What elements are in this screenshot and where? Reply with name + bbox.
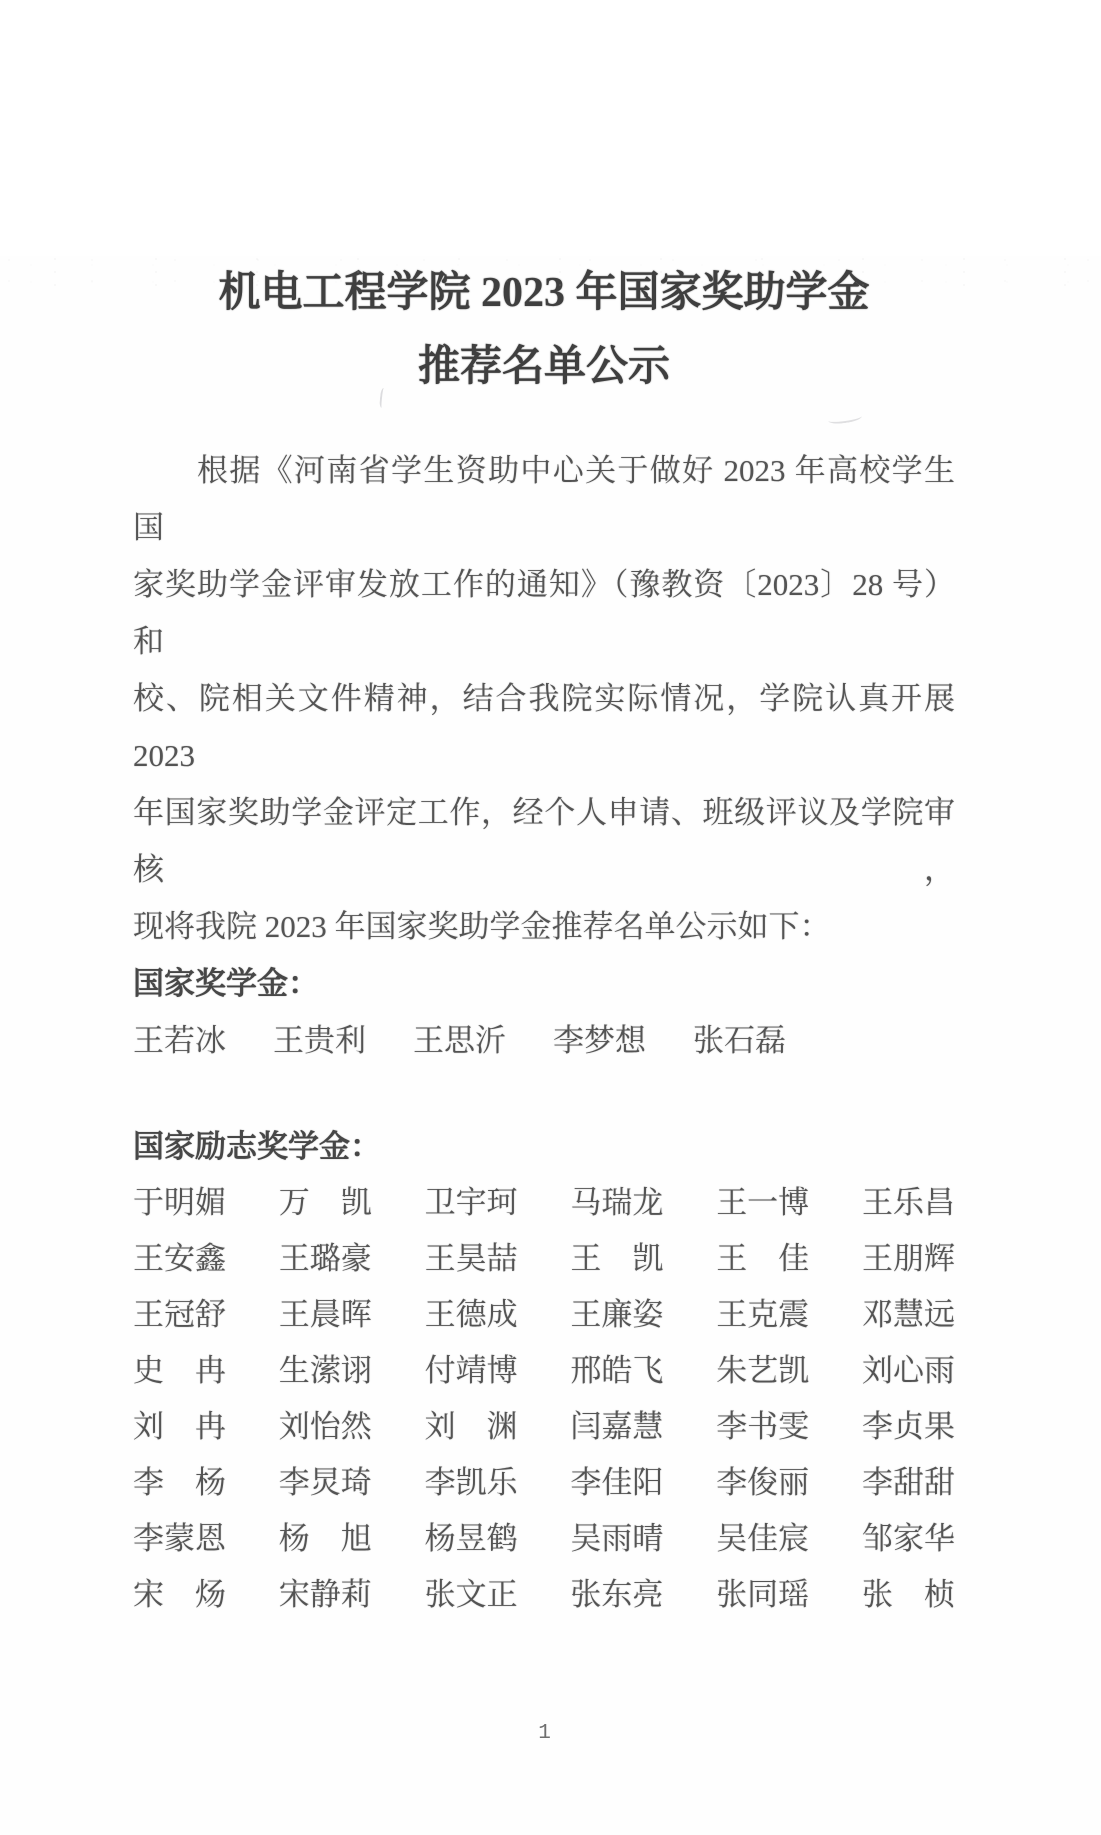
name-row	[133, 1455, 955, 1511]
intro-paragraph	[133, 442, 955, 955]
student-name: 王 凯	[570, 1241, 664, 1276]
student-name: 王贵利	[273, 1023, 366, 1058]
scanned-document-page	[0, 256, 1101, 1835]
title-line-2: 推荐名单公示	[417, 344, 670, 390]
student-name: 杨昱鹤	[424, 1521, 518, 1556]
student-name: 万 凯	[278, 1185, 372, 1220]
name-row	[133, 1399, 955, 1455]
student-name: 马瑞龙	[570, 1185, 664, 1220]
name-row	[133, 1567, 955, 1623]
student-name: 李凯乐	[424, 1465, 518, 1500]
student-name: 刘 渊	[424, 1409, 518, 1444]
student-name: 李俊丽	[716, 1465, 810, 1500]
inspirational-scholarship-grid	[133, 1175, 955, 1623]
student-name: 王 佳	[716, 1241, 810, 1276]
national-scholarship-heading: 国家奖学金：	[133, 966, 319, 1001]
name-row	[133, 1231, 955, 1287]
student-name: 邢皓飞	[570, 1353, 664, 1388]
student-name: 王若冰	[133, 1023, 226, 1058]
student-name: 卫宇珂	[424, 1185, 518, 1220]
student-name: 王廉姿	[570, 1297, 664, 1332]
name-row	[133, 1511, 955, 1567]
name-row	[133, 1287, 955, 1343]
student-name: 张东亮	[570, 1577, 664, 1612]
student-name: 宋静莉	[278, 1577, 372, 1612]
paragraph-line: 现将我院 2023 年国家奖助学金推荐名单公示如下：	[133, 909, 831, 944]
student-name: 王一博	[716, 1185, 810, 1220]
student-name: 王思沂	[413, 1023, 506, 1058]
student-name: 朱艺凯	[716, 1353, 810, 1388]
student-name: 李书雯	[716, 1409, 810, 1444]
student-name: 刘心雨	[861, 1353, 955, 1388]
student-name: 杨 旭	[278, 1521, 372, 1556]
page-number: 1	[538, 1722, 551, 1745]
student-name: 刘怡然	[278, 1409, 372, 1444]
title-line-1: 机电工程学院 2023 年国家奖助学金	[218, 270, 870, 316]
student-name: 史 冉	[133, 1353, 226, 1388]
student-name: 王朋辉	[861, 1241, 955, 1276]
student-name: 闫嘉慧	[570, 1409, 664, 1444]
student-name: 李梦想	[553, 1023, 646, 1058]
student-name: 王克震	[716, 1297, 810, 1332]
paragraph-line: 校、院相关文件精神，结合我院实际情况，学院认真开展 2023	[133, 681, 955, 773]
student-name: 李甜甜	[861, 1465, 955, 1500]
student-name: 张 桢	[861, 1577, 955, 1612]
student-name: 付靖博	[424, 1353, 518, 1388]
student-name: 张同瑶	[716, 1577, 810, 1612]
student-name: 王安鑫	[133, 1241, 226, 1276]
scan-smudge	[379, 388, 388, 409]
student-name: 王德成	[424, 1297, 518, 1332]
student-name: 宋 炀	[133, 1577, 226, 1612]
student-name: 李贞果	[861, 1409, 955, 1444]
student-name: 李蒙恩	[133, 1521, 226, 1556]
student-name: 于明媚	[133, 1185, 226, 1220]
student-name: 吴雨晴	[570, 1521, 664, 1556]
scan-smudge	[828, 412, 863, 426]
student-name: 李炅琦	[278, 1465, 372, 1500]
student-name: 生潆诩	[278, 1353, 372, 1388]
name-row	[133, 1343, 955, 1399]
student-name: 张石磊	[693, 1023, 786, 1058]
student-name: 王昊喆	[424, 1241, 518, 1276]
inspirational-scholarship-heading: 国家励志奖学金：	[133, 1129, 381, 1164]
scan-noise	[0, 256, 1101, 286]
paragraph-line: 家奖助学金评审发放工作的通知》（豫教资〔2023〕28 号）和	[133, 567, 955, 659]
student-name: 李 杨	[133, 1465, 226, 1500]
national-scholarship-names	[133, 1012, 955, 1069]
student-name: 王冠舒	[133, 1297, 226, 1332]
student-name: 王乐昌	[861, 1185, 955, 1220]
paragraph-line: 年国家奖助学金评定工作，经个人申请、班级评议及学院审核，	[133, 795, 955, 887]
student-name: 吴佳宸	[716, 1521, 810, 1556]
student-name: 李佳阳	[570, 1465, 664, 1500]
student-name: 张文正	[424, 1577, 518, 1612]
paragraph-line: 根据《河南省学生资助中心关于做好 2023 年高校学生国	[133, 453, 955, 545]
student-name: 邓慧远	[861, 1297, 955, 1332]
document-body	[133, 442, 955, 1623]
name-row	[133, 1175, 955, 1231]
student-name: 王璐豪	[278, 1241, 372, 1276]
student-name: 刘 冉	[133, 1409, 226, 1444]
student-name: 王晨晖	[278, 1297, 372, 1332]
student-name: 邹家华	[861, 1521, 955, 1556]
